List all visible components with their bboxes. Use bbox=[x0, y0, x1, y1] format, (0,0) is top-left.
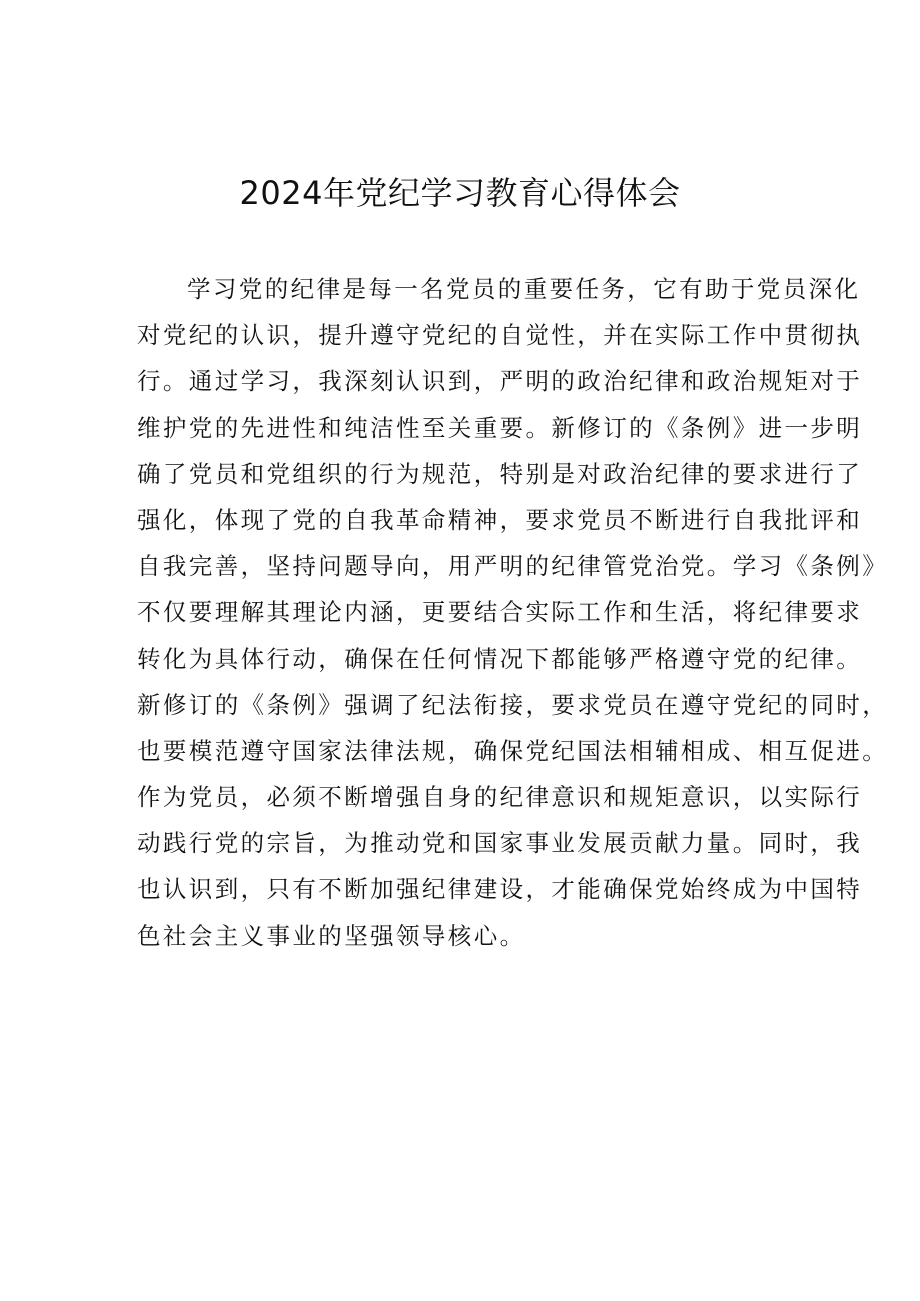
paragraph-line: 学习党的纪律是每一名党员的重要任务，它有助于党员深化 bbox=[187, 275, 861, 303]
paragraph-line: 不仅要理解其理论内涵，更要结合实际工作和生活，将纪律要求 bbox=[137, 598, 863, 627]
paragraph-line: 新修订的《条例》强调了纪法衔接，要求党员在遵守党纪的同时， bbox=[137, 690, 889, 719]
paragraph-line: 强化，体现了党的自我革命精神，要求党员不断进行自我批评和 bbox=[137, 505, 863, 534]
paragraph-line: 对党纪的认识，提升遵守党纪的自觉性，并在实际工作中贯彻执 bbox=[137, 321, 863, 350]
paragraph-line: 也要模范遵守国家法律法规，确保党纪国法相辅相成、相互促进。 bbox=[137, 736, 889, 765]
paragraph-line: 作为党员，必须不断增强自身的纪律意识和规矩意识，以实际行 bbox=[137, 783, 863, 812]
paragraph-line: 转化为具体行动，确保在任何情况下都能够严格遵守党的纪律。 bbox=[137, 644, 863, 673]
paragraph-line: 自我完善，坚持问题导向，用严明的纪律管党治党。学习《条例》 bbox=[137, 552, 889, 581]
paragraph-line: 也认识到，只有不断加强纪律建设，才能确保党始终成为中国特 bbox=[137, 875, 863, 904]
body-paragraph bbox=[137, 266, 889, 959]
document-title: 2024年党纪学习教育心得体会 bbox=[239, 174, 681, 212]
paragraph-line: 色社会主义事业的坚强领导核心。 bbox=[137, 921, 526, 950]
paragraph-line: 维护党的先进性和纯洁性至关重要。新修订的《条例》进一步明 bbox=[137, 413, 863, 442]
paragraph-line: 确了党员和党组织的行为规范，特别是对政治纪律的要求进行了 bbox=[137, 459, 863, 488]
paragraph-line: 动践行党的宗旨，为推动党和国家事业发展贡献力量。同时，我 bbox=[137, 829, 863, 858]
paragraph-line: 行。通过学习，我深刻认识到，严明的政治纪律和政治规矩对于 bbox=[137, 367, 863, 396]
